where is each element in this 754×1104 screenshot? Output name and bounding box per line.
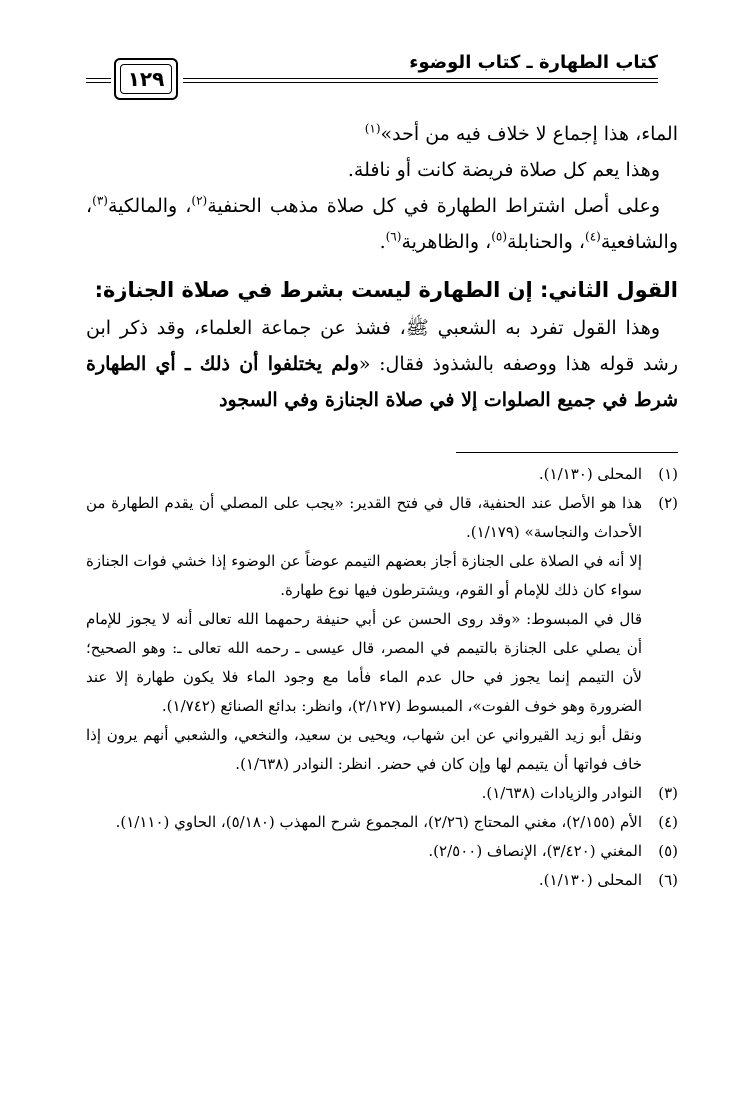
header-rule	[183, 78, 658, 79]
footnote-paragraph: النوادر والزيادات (١/٦٣٨).	[481, 784, 642, 802]
footnote-paragraph: المحلى (١/١٣٠).	[538, 465, 642, 483]
footnote	[86, 866, 678, 895]
text: ، والحنابلة	[507, 231, 586, 253]
text: وعلى أصل اشتراط الطهارة في كل صلاة مذهب الحنفية	[207, 195, 660, 217]
footnote	[86, 460, 678, 489]
text-line: وهذا يعم كل صلاة فريضة كانت أو نافلة.	[347, 159, 660, 181]
footnote-number: (٥)	[658, 842, 678, 860]
text: ، والشافعية	[86, 195, 678, 253]
footnote-text	[86, 808, 642, 837]
text: الماء، هذا إجماع لا خلاف فيه من أحد»	[380, 123, 678, 145]
footnote-text	[86, 460, 642, 489]
footnote-ref: (٣)	[92, 193, 108, 208]
running-title: كتاب الطهارة ـ كتاب الوضوء	[409, 52, 658, 73]
footnote-ref: (٤)	[585, 229, 601, 244]
footnote-number: (٣)	[658, 784, 678, 802]
footnote-number: (١)	[658, 465, 678, 483]
footnote-paragraph: ونقل أبو زيد القيرواني عن ابن شهاب، ويحيى بن سعيد، والنخعي، والشعبي أنهم يرون إذا خاف فواتها أن يتيمم لها وإن كان في حضر. انظر: النوادر (١/٦٣٨).	[86, 726, 642, 773]
section-heading: القول الثاني: إن الطهارة ليست بشرط في صلاة الجنازة:	[94, 278, 678, 302]
text: .	[379, 231, 386, 253]
text: ، والظاهرية	[401, 231, 492, 253]
footnote-text	[86, 837, 642, 866]
footnote	[86, 489, 678, 779]
text-line	[86, 116, 678, 152]
page-number-frame	[114, 58, 178, 100]
footnote-ref: (٦)	[385, 229, 402, 244]
footnote-paragraph: الأم (٢/١٥٥)، مغني المحتاج (٢/٢٦)، المجموع شرح المهذب (٥/١٨٠)، الحاوي (١/١١٠).	[115, 813, 642, 831]
footnote-text	[86, 489, 642, 779]
footnote	[86, 808, 678, 837]
footnote-number: (٢)	[658, 494, 678, 512]
header-rule	[86, 82, 111, 83]
paragraph	[86, 188, 678, 260]
footnotes	[86, 460, 678, 895]
header-rule	[183, 82, 658, 83]
footnote-paragraph: إلا أنه في الصلاة على الجنازة أجاز بعضهم التيمم عوضاً عن الوضوء إذا خشي فوات الجنازة سواء كان ذلك للإمام أو القوم، ويشترطون فيها نوع طهارة.	[86, 552, 642, 599]
footnote-separator	[456, 452, 678, 453]
footnote-text	[86, 866, 642, 895]
footnote-text	[86, 779, 642, 808]
page-number: ١٢٩	[120, 64, 172, 94]
footnote-paragraph: المغني (٣/٤٢٠)، الإنصاف (٢/٥٠٠).	[428, 842, 642, 860]
footnote-ref: (٥)	[491, 229, 508, 244]
page-header	[86, 48, 658, 91]
footnote-number: (٤)	[658, 813, 678, 831]
text: وهذا القول تفرد به الشعبي ﷺ، فشذ عن جماعة العلماء، وقد ذكر ابن رشد قوله هذا ووصفه بالشذوذ فقال: «	[86, 317, 678, 375]
paragraph	[86, 310, 678, 418]
footnote-ref: (٢)	[191, 193, 208, 208]
footnote-number: (٦)	[658, 871, 678, 889]
footnote-paragraph: قال في المبسوط: «وقد روى الحسن عن أبي حنيفة رحمهما الله تعالى أنه لا يجوز للإمام أن يصلي على الجنازة بالتيمم في المصر، قال عيسى ـ رحمه الله تعالى ـ: وهو الصحيح؛ لأن التيمم إنما يجوز في حال عدم الماء فأما مع وجود الماء فلا يكون طهارة إلا عند الضرورة وهو خوف الفوت»، المبسوط (٢/١٢٧)، وانظر: بدائع الصنائع (١/٧٤٢).	[86, 610, 642, 715]
footnote-paragraph: المحلى (١/١٣٠).	[538, 871, 642, 889]
footnote-paragraph: هذا هو الأصل عند الحنفية، قال في فتح القدير: «يجب على المصلي أن يقدم الطهارة من الأحداث والنجاسة» (١/١٧٩).	[86, 494, 642, 541]
footnote	[86, 779, 678, 808]
footnote	[86, 837, 678, 866]
footnote-ref: (١)	[364, 121, 381, 136]
main-text	[86, 116, 678, 418]
text: ، والمالكية	[107, 195, 192, 217]
header-rule	[86, 78, 111, 79]
quote-bold: ولم يختلفوا أن ذلك ـ أي الطهارة شرط في جميع الصلوات إلا في صلاة الجنازة وفي السجود	[86, 353, 678, 411]
